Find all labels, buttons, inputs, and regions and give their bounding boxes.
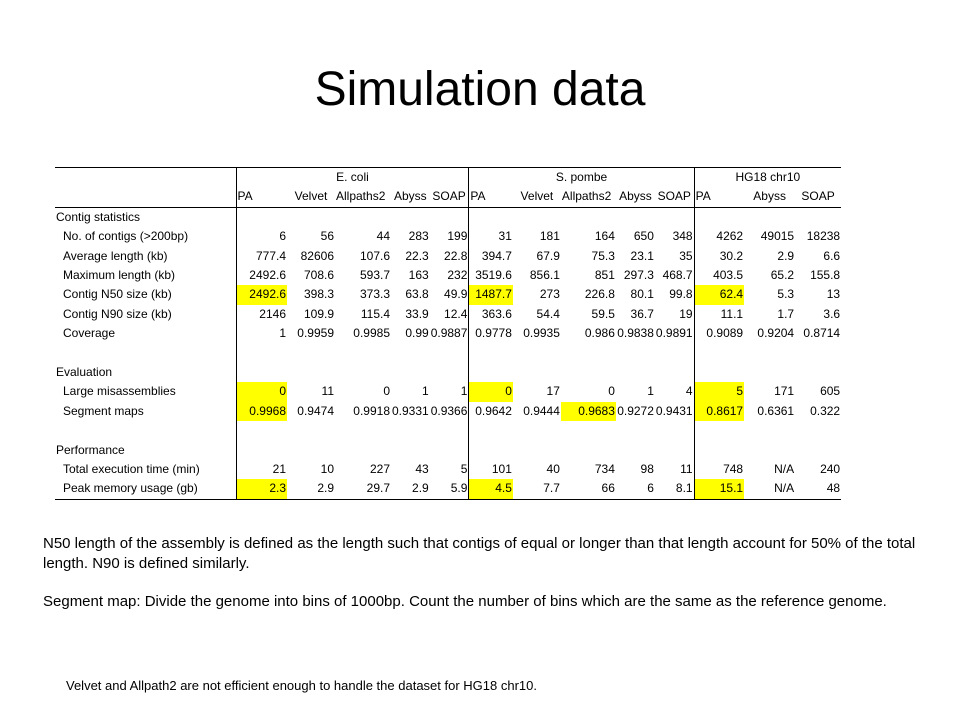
data-cell: 11: [655, 460, 694, 479]
data-cell: 297.3: [623, 268, 654, 283]
data-cell: 12.4: [430, 305, 469, 324]
group-header: S. pombe: [469, 168, 694, 188]
data-cell: 0.9838: [617, 326, 654, 341]
section-header-row: [55, 207, 841, 227]
data-cell: 48: [795, 479, 841, 499]
table-row: [55, 305, 841, 324]
data-cell: 99.8: [655, 285, 694, 304]
empty-cell: [561, 363, 616, 382]
data-cell: 2.3: [236, 479, 287, 499]
data-cell: 2146: [259, 306, 286, 321]
empty-cell: [616, 441, 655, 460]
spacer-cell: [513, 344, 561, 363]
empty-cell: [335, 441, 391, 460]
empty-cell: [391, 207, 430, 227]
data-cell: 856.1: [529, 268, 560, 283]
data-cell: 44: [376, 229, 390, 244]
data-cell: 2492.6: [249, 268, 286, 283]
empty-cell: [236, 441, 287, 460]
row-label: Peak memory usage (gb): [55, 479, 236, 499]
data-cell: 0.9778: [475, 326, 512, 341]
data-cell: 0.9959: [297, 326, 334, 341]
data-cell: 15.1: [694, 479, 744, 499]
empty-cell: [391, 441, 430, 460]
data-cell: 199: [430, 227, 469, 246]
data-cell: 35: [655, 247, 694, 266]
data-cell: 5: [694, 382, 744, 401]
data-cell: 164: [594, 229, 615, 244]
data-cell: 40: [546, 462, 560, 477]
empty-cell: [795, 363, 841, 382]
corner-cell: [55, 187, 236, 207]
data-cell: 7.7: [513, 479, 561, 499]
data-cell: 373.3: [359, 287, 390, 302]
row-label: Total execution time (min): [55, 460, 236, 479]
data-cell: 0.9683: [561, 402, 616, 421]
data-cell: 0: [469, 382, 513, 401]
spacer-cell: [391, 421, 430, 440]
data-cell: 101: [491, 462, 512, 477]
data-cell: 107.6: [359, 248, 390, 263]
data-cell: 6: [616, 479, 655, 499]
data-cell: 851: [594, 268, 615, 283]
spacer-cell: [655, 344, 694, 363]
empty-cell: [335, 207, 391, 227]
data-cell: 3519.6: [475, 268, 512, 283]
data-cell: 1487.7: [469, 285, 513, 304]
data-cell: 5.3: [777, 287, 795, 302]
data-cell: 4.5: [469, 479, 513, 499]
data-cell: 6.6: [823, 248, 841, 263]
data-cell: 777.4: [255, 248, 286, 263]
data-cell: 0.9204: [757, 326, 795, 341]
empty-cell: [795, 441, 841, 460]
data-cell: 23.1: [630, 248, 654, 263]
empty-cell: [335, 363, 391, 382]
spacer-cell: [430, 344, 469, 363]
column-header: Abyss: [744, 187, 795, 207]
row-label: No. of contigs (>200bp): [55, 227, 236, 246]
data-cell: 0.8714: [803, 326, 841, 341]
table-row: [55, 402, 841, 421]
data-cell: 0.9272: [617, 403, 654, 418]
data-cell: 30.2: [719, 248, 744, 263]
data-cell: 80.1: [630, 287, 654, 302]
data-cell: 2492.6: [236, 285, 287, 304]
empty-cell: [469, 207, 513, 227]
empty-cell: [561, 441, 616, 460]
data-cell: 21: [272, 462, 286, 477]
empty-cell: [655, 363, 694, 382]
data-cell: 363.6: [481, 306, 512, 321]
row-label: Contig N90 size (kb): [55, 305, 236, 324]
table-row: [55, 285, 841, 304]
empty-cell: [694, 363, 744, 382]
spacer-cell: [335, 421, 391, 440]
spacer-row: [55, 421, 841, 440]
data-cell: 0.9935: [523, 326, 560, 341]
data-cell: 82606: [300, 248, 334, 263]
n50-definition-note: N50 length of the assembly is defined as the length such that contigs of equal or longer than that length account for 50% of the total length. N90 is defined similarly.: [43, 535, 916, 572]
data-cell: 605: [820, 384, 841, 399]
spacer-row: [55, 344, 841, 363]
spacer-cell: [430, 421, 469, 440]
empty-cell: [430, 363, 469, 382]
spacer-cell: [694, 344, 744, 363]
table-row: [55, 247, 841, 266]
row-label: Contig N50 size (kb): [55, 285, 236, 304]
data-cell: 31: [498, 229, 512, 244]
spacer-cell: [236, 421, 287, 440]
data-cell: 0.9366: [430, 402, 469, 421]
data-cell: 0.9331: [392, 403, 429, 418]
spacer-cell: [287, 421, 335, 440]
data-cell: 708.6: [303, 268, 334, 283]
column-header: Abyss: [616, 187, 655, 207]
data-cell: 75.3: [591, 248, 615, 263]
data-cell: 18238: [806, 229, 841, 244]
data-cell: 2.9: [777, 248, 795, 263]
data-cell: 0: [236, 382, 287, 401]
empty-cell: [744, 363, 795, 382]
spacer-cell: [561, 344, 616, 363]
data-cell: 11: [321, 384, 334, 399]
empty-cell: [287, 441, 335, 460]
segment-map-note: Segment map: Divide the genome into bins of 1000bp. Count the number of bins which are the same as the reference genome.: [43, 593, 887, 610]
data-cell: 240: [820, 462, 841, 477]
data-cell: 1: [422, 384, 429, 399]
data-cell: 22.3: [405, 248, 429, 263]
data-cell: 59.5: [591, 306, 615, 321]
group-header: HG18 chr10: [694, 168, 841, 188]
empty-cell: [236, 363, 287, 382]
data-cell: 56: [320, 229, 334, 244]
data-cell: 49015: [760, 229, 795, 244]
data-cell: 4262: [716, 229, 744, 244]
table-row: [55, 479, 841, 499]
column-header: Allpaths2: [335, 187, 391, 207]
empty-cell: [391, 363, 430, 382]
data-cell: 10: [320, 462, 334, 477]
table-row: [55, 324, 841, 343]
data-cell: 171: [774, 384, 795, 399]
spacer-cell: [55, 344, 236, 363]
data-cell: 98: [640, 462, 654, 477]
simulation-data-table: [55, 167, 841, 500]
section-title: Evaluation: [55, 363, 236, 382]
spacer-cell: [744, 344, 795, 363]
data-cell: 181: [539, 229, 560, 244]
table-row: [55, 460, 841, 479]
empty-cell: [236, 207, 287, 227]
spacer-cell: [469, 421, 513, 440]
empty-cell: [694, 441, 744, 460]
data-cell: 1: [430, 382, 469, 401]
column-header: SOAP: [795, 187, 841, 207]
data-cell: 0.9887: [430, 324, 469, 343]
empty-cell: [655, 441, 694, 460]
column-header: Velvet: [513, 187, 561, 207]
data-cell: 17: [546, 384, 560, 399]
empty-cell: [655, 207, 694, 227]
data-cell: 3.6: [823, 306, 841, 321]
data-cell: 109.9: [303, 306, 334, 321]
data-cell: 226.8: [584, 287, 615, 302]
data-cell: 1: [647, 384, 654, 399]
empty-cell: [469, 441, 513, 460]
data-cell: 398.3: [303, 287, 334, 302]
data-cell: 5.9: [430, 479, 469, 499]
spacer-cell: [236, 344, 287, 363]
column-header: Velvet: [287, 187, 335, 207]
spacer-cell: [513, 421, 561, 440]
data-cell: 0.6361: [757, 403, 795, 418]
data-cell: 1.7: [777, 306, 795, 321]
spacer-cell: [391, 344, 430, 363]
spacer-cell: [694, 421, 744, 440]
data-cell: 6: [279, 229, 286, 244]
empty-cell: [430, 441, 469, 460]
data-cell: 13: [826, 287, 841, 302]
row-label: Large misassemblies: [55, 382, 236, 401]
spacer-cell: [795, 344, 841, 363]
data-cell: 163: [408, 268, 429, 283]
data-cell: 0.9431: [655, 402, 694, 421]
section-title: Performance: [55, 441, 236, 460]
data-cell: 115.4: [360, 306, 390, 321]
section-header-row: [55, 363, 841, 382]
table-row: [55, 266, 841, 285]
empty-cell: [561, 207, 616, 227]
data-cell: 0.9642: [475, 403, 512, 418]
data-cell: 394.7: [481, 248, 512, 263]
data-cell: 468.7: [655, 266, 694, 285]
empty-cell: [287, 363, 335, 382]
data-cell: 2.9: [287, 479, 335, 499]
page-title: Simulation data: [314, 63, 646, 116]
data-cell: N/A: [774, 462, 795, 477]
velvet-allpaths-note: Velvet and Allpath2 are not efficient enough to handle the dataset for HG18 chr10.: [66, 678, 537, 693]
data-cell: 227: [369, 462, 390, 477]
data-cell: 0.9985: [353, 326, 390, 341]
data-cell: 43: [415, 462, 429, 477]
data-cell: 348: [655, 227, 694, 246]
empty-cell: [694, 207, 744, 227]
empty-cell: [287, 207, 335, 227]
spacer-cell: [616, 344, 655, 363]
data-cell: 67.9: [536, 248, 560, 263]
data-cell: 0.322: [810, 403, 841, 418]
data-cell: N/A: [744, 479, 795, 499]
spacer-cell: [561, 421, 616, 440]
data-cell: 19: [655, 305, 694, 324]
data-cell: 62.4: [694, 285, 744, 304]
data-cell: 2.9: [391, 479, 430, 499]
empty-cell: [430, 207, 469, 227]
column-header-row: [55, 187, 841, 207]
group-header: E. coli: [236, 168, 469, 188]
data-cell: 273: [539, 287, 560, 302]
data-cell: 33.9: [405, 306, 429, 321]
empty-cell: [744, 441, 795, 460]
data-cell: 650: [633, 229, 654, 244]
row-label: Coverage: [55, 324, 236, 343]
data-cell: 29.7: [335, 479, 391, 499]
spacer-cell: [55, 421, 236, 440]
empty-cell: [513, 207, 561, 227]
data-cell: 0.9918: [353, 403, 390, 418]
column-header: PA: [469, 187, 513, 207]
data-cell: 36.7: [630, 306, 654, 321]
data-cell: 49.9: [430, 285, 469, 304]
data-cell: 0.99: [405, 326, 429, 341]
data-cell: 283: [408, 229, 429, 244]
row-label: Average length (kb): [55, 247, 236, 266]
data-cell: 0.9968: [236, 402, 287, 421]
empty-cell: [469, 363, 513, 382]
spacer-cell: [335, 344, 391, 363]
spacer-cell: [795, 421, 841, 440]
data-cell: 734: [594, 462, 615, 477]
data-cell: 0.9474: [297, 403, 334, 418]
data-cell: 232: [430, 266, 469, 285]
column-header: PA: [236, 187, 287, 207]
data-cell: 65.2: [770, 268, 795, 283]
data-cell: 5: [430, 460, 469, 479]
empty-cell: [795, 207, 841, 227]
spacer-cell: [287, 344, 335, 363]
table-row: [55, 227, 841, 246]
empty-cell: [616, 363, 655, 382]
data-cell: 4: [655, 382, 694, 401]
column-header: PA: [694, 187, 744, 207]
data-cell: 22.8: [430, 247, 469, 266]
empty-cell: [744, 207, 795, 227]
corner-cell: [55, 168, 236, 188]
spacer-cell: [469, 344, 513, 363]
data-cell: 0.9444: [523, 403, 560, 418]
group-header-row: [55, 168, 841, 188]
data-cell: 1: [279, 326, 286, 341]
section-title: Contig statistics: [55, 207, 236, 227]
data-cell: 403.5: [713, 268, 744, 283]
data-cell: 155.8: [810, 268, 841, 283]
data-cell: 0: [608, 384, 615, 399]
data-cell: 54.4: [536, 306, 560, 321]
data-cell: 748: [723, 462, 744, 477]
row-label: Maximum length (kb): [55, 266, 236, 285]
data-cell: 0: [383, 384, 390, 399]
table-row: [55, 382, 841, 401]
column-header: Allpaths2: [561, 187, 616, 207]
spacer-cell: [744, 421, 795, 440]
row-label: Segment maps: [55, 402, 236, 421]
column-header: SOAP: [430, 187, 469, 207]
empty-cell: [513, 441, 561, 460]
spacer-cell: [655, 421, 694, 440]
section-header-row: [55, 441, 841, 460]
data-cell: 0.986: [584, 326, 615, 341]
column-header: Abyss: [391, 187, 430, 207]
empty-cell: [616, 207, 655, 227]
empty-cell: [513, 363, 561, 382]
data-cell: 593.7: [359, 268, 390, 283]
data-cell: 8.1: [655, 479, 694, 499]
spacer-cell: [616, 421, 655, 440]
data-cell: 0.8617: [694, 402, 744, 421]
data-cell: 66: [561, 479, 616, 499]
data-cell: 11.1: [720, 306, 744, 321]
column-header: SOAP: [655, 187, 694, 207]
data-cell: 0.9089: [706, 326, 744, 341]
data-cell: 0.9891: [655, 324, 694, 343]
data-cell: 63.8: [405, 287, 429, 302]
